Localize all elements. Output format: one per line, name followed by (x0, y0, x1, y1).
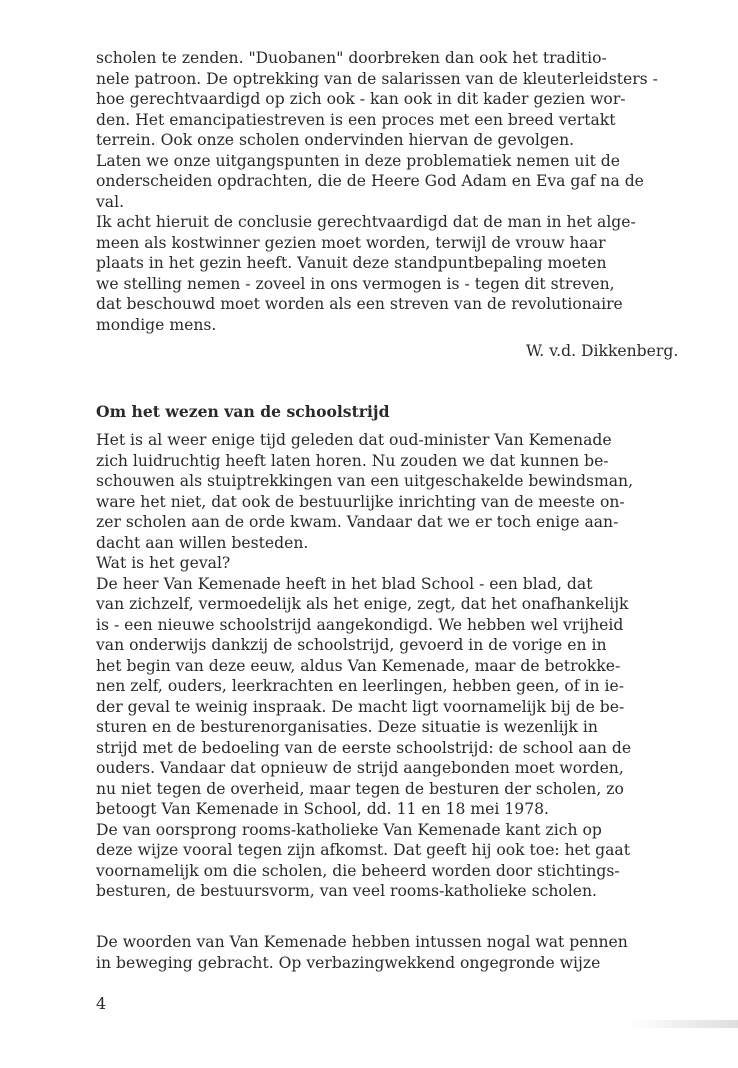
text-line: terrein. Ook onze scholen ondervinden hiervan de gevolgen. (96, 131, 575, 149)
text-line: meen als kostwinner gezien moet worden, terwijl de vrouw haar (96, 233, 606, 252)
text-line: het begin van deze eeuw, aldus Van Kemenade, maar de betrokke- (96, 656, 621, 675)
text-line: der geval te weinig inspraak. De macht ligt voornamelijk bij de be- (96, 697, 625, 716)
author-signature: W. v.d. Dikkenberg. (526, 342, 679, 360)
text-line: betoogt Van Kemenade in School, dd. 11 en 18 mei 1978. (96, 800, 549, 818)
text-line: strijd met de bedoeling van de eerste schoolstrijd: de school aan de (96, 738, 632, 757)
text-line: De woorden van Van Kemenade hebben intussen nogal wat pennen (96, 933, 628, 951)
text-line: ware het niet, dat ook de bestuurlijke inrichting van de meeste on- (96, 492, 625, 511)
text-line: Laten we onze uitgangspunten in deze problematiek nemen uit de (96, 151, 621, 170)
text-line: dacht aan willen besteden. (96, 533, 309, 552)
text-line: is - een nieuwe schoolstrijd aangekondigd. We hebben wel vrijheid (96, 615, 624, 634)
text-line: van onderwijs dankzij de schoolstrijd, gevoerd in de vorige en in (96, 636, 607, 654)
text-line: schouwen als stuiptrekkingen van een uitgeschakelde bewindsman, (96, 472, 634, 490)
text-line: nu niet tegen de overheid, maar tegen de besturen der scholen, zo (96, 779, 624, 798)
text-line: voornamelijk om die scholen, die beheerd worden door stichtings- (96, 861, 620, 880)
text-line: zer scholen aan de orde kwam. Vandaar dat we er toch enige aan- (96, 513, 619, 531)
text-line: plaats in het gezin heeft. Vanuit deze standpuntbepaling moeten (96, 254, 607, 272)
page-number: 4 (96, 994, 107, 1013)
text-line: nen zelf, ouders, leerkrachten en leerlingen, hebben geen, of in ie- (96, 677, 624, 695)
text-line: val. (96, 192, 125, 211)
text-line: De heer Van Kemenade heeft in het blad School - een blad, dat (96, 574, 593, 593)
text-line: Wat is het geval? (96, 554, 231, 572)
text-line: nele patroon. De optrekking van de salarissen van de kleuterleidsters - (96, 69, 658, 88)
text-line: zich luidruchtig heeft laten horen. Nu zouden we dat kunnen be- (96, 451, 609, 470)
text-line: den. Het emancipatiestreven is een proces met een breed vertakt (96, 110, 616, 129)
text-line: Ik acht hieruit de conclusie gerechtvaardigd dat de man in het alge- (96, 213, 636, 231)
text-line: van zichzelf, vermoedelijk als het enige, zegt, dat het onafhankelijk (96, 595, 629, 613)
text-line: scholen te zenden. "Duobanen" doorbreken dan ook het traditio- (96, 49, 607, 67)
text-line: deze wijze vooral tegen zijn afkomst. Dat geeft hij ook toe: het gaat (96, 841, 630, 859)
text-line: hoe gerechtvaardigd op zich ook - kan ook in dit kader gezien wor- (96, 90, 626, 108)
text-line: Het is al weer enige tijd geleden dat oud-minister Van Kemenade (96, 431, 612, 449)
text-line: we stelling nemen - zoveel in ons vermogen is - tegen dit streven, (96, 274, 615, 293)
text-line: in beweging gebracht. Op verbazingwekkend ongegronde wijze (96, 953, 601, 972)
text-line: besturen, de bestuursvorm, van veel rooms-katholieke scholen. (96, 882, 597, 900)
text-line: mondige mens. (96, 315, 217, 334)
section-heading: Om het wezen van de schoolstrijd (96, 402, 390, 421)
text-line: onderscheiden opdrachten, die de Heere God Adam en Eva gaf na de (96, 172, 644, 190)
scan-edge-shadow (628, 1020, 738, 1028)
text-line: dat beschouwd moet worden als een streven van de revolutionaire (96, 295, 623, 313)
text-line: sturen en de besturenorganisaties. Deze situatie is wezenlijk in (96, 718, 598, 736)
text-line: De van oorsprong rooms-katholieke Van Kemenade kant zich op (96, 820, 602, 839)
text-line: ouders. Vandaar dat opnieuw de strijd aangebonden moet worden, (96, 759, 624, 777)
